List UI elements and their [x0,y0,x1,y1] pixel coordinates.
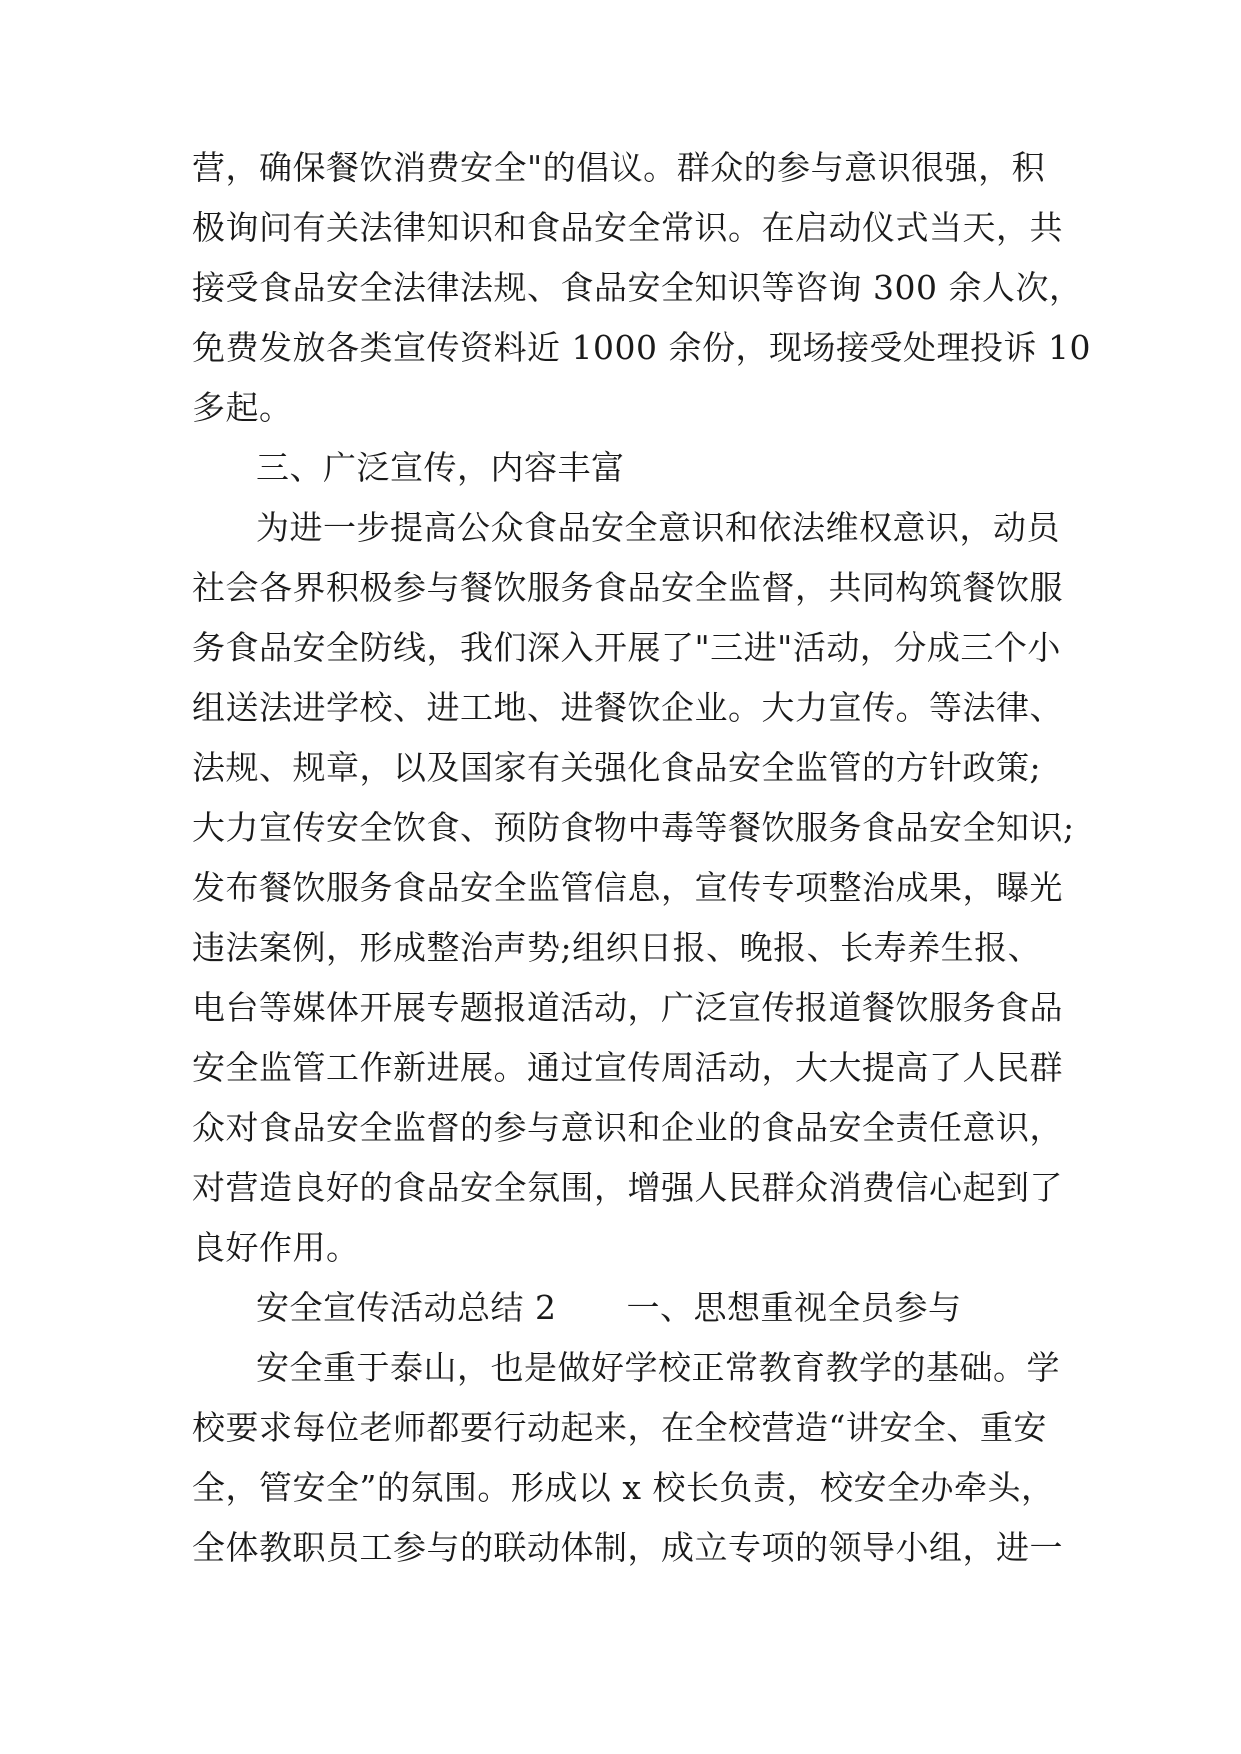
paragraph-line: 电台等媒体开展专题报道活动，广泛宣传报道餐饮服务食品 [192,988,1063,1027]
paragraph-line: 营，确保餐饮消费安全"的倡议。群众的参与意识很强，积 [192,148,1046,187]
paragraph-line: 务食品安全防线，我们深入开展了"三进"活动，分成三个小 [192,628,1061,667]
paragraph-line: 全体教职员工参与的联动体制，成立专项的领导小组，进一 [192,1528,1063,1567]
paragraph-line: 校要求每位老师都要行动起来，在全校营造“讲安全、重安 [192,1408,1047,1447]
paragraph-line: 社会各界积极参与餐饮服务食品安全监督，共同构筑餐饮服 [192,568,1063,607]
paragraph-line: 大力宣传安全饮食、预防食物中毒等餐饮服务食品安全知识; [192,808,1075,847]
paragraph-line: 多起。 [192,388,293,427]
paragraph-line: 极询问有关法律知识和食品安全常识。在启动仪式当天，共 [192,208,1063,247]
paragraph-line: 安全重于泰山，也是做好学校正常教育教学的基础。学 [256,1348,1060,1387]
paragraph-line: 安全监管工作新进展。通过宣传周活动，大大提高了人民群 [192,1048,1063,1087]
summary-heading [256,1288,1136,1328]
paragraph-line: 违法案例，形成整治声势;组织日报、晚报、长寿养生报、 [192,928,1042,967]
paragraph-line: 接受食品安全法律法规、食品安全知识等咨询 300 余人次， [192,268,1083,307]
summary-title: 安全宣传活动总结 2 [256,1288,557,1327]
paragraph-line: 免费发放各类宣传资料近 1000 余份，现场接受处理投诉 10 [192,328,1091,367]
paragraph-line: 良好作用。 [192,1228,360,1267]
summary-subtitle: 一、思想重视全员参与 [626,1288,962,1327]
paragraph-line: 组送法进学校、进工地、进餐饮企业。大力宣传。等法律、 [192,688,1063,727]
paragraph-line: 为进一步提高公众食品安全意识和依法维权意识，动员 [256,508,1060,547]
paragraph-line: 发布餐饮服务食品安全监管信息，宣传专项整治成果，曝光 [192,868,1063,907]
paragraph-line: 全，管安全”的氛围。形成以 x 校长负责，校安全办牵头， [192,1468,1055,1507]
paragraph-line: 法规、规章，以及国家有关强化食品安全监管的方针政策; [192,748,1042,787]
paragraph-line: 众对食品安全监督的参与意识和企业的食品安全责任意识， [192,1108,1063,1147]
section-heading: 三、广泛宣传，内容丰富 [256,448,625,487]
paragraph-line: 对营造良好的食品安全氛围，增强人民群众消费信心起到了 [192,1168,1063,1207]
